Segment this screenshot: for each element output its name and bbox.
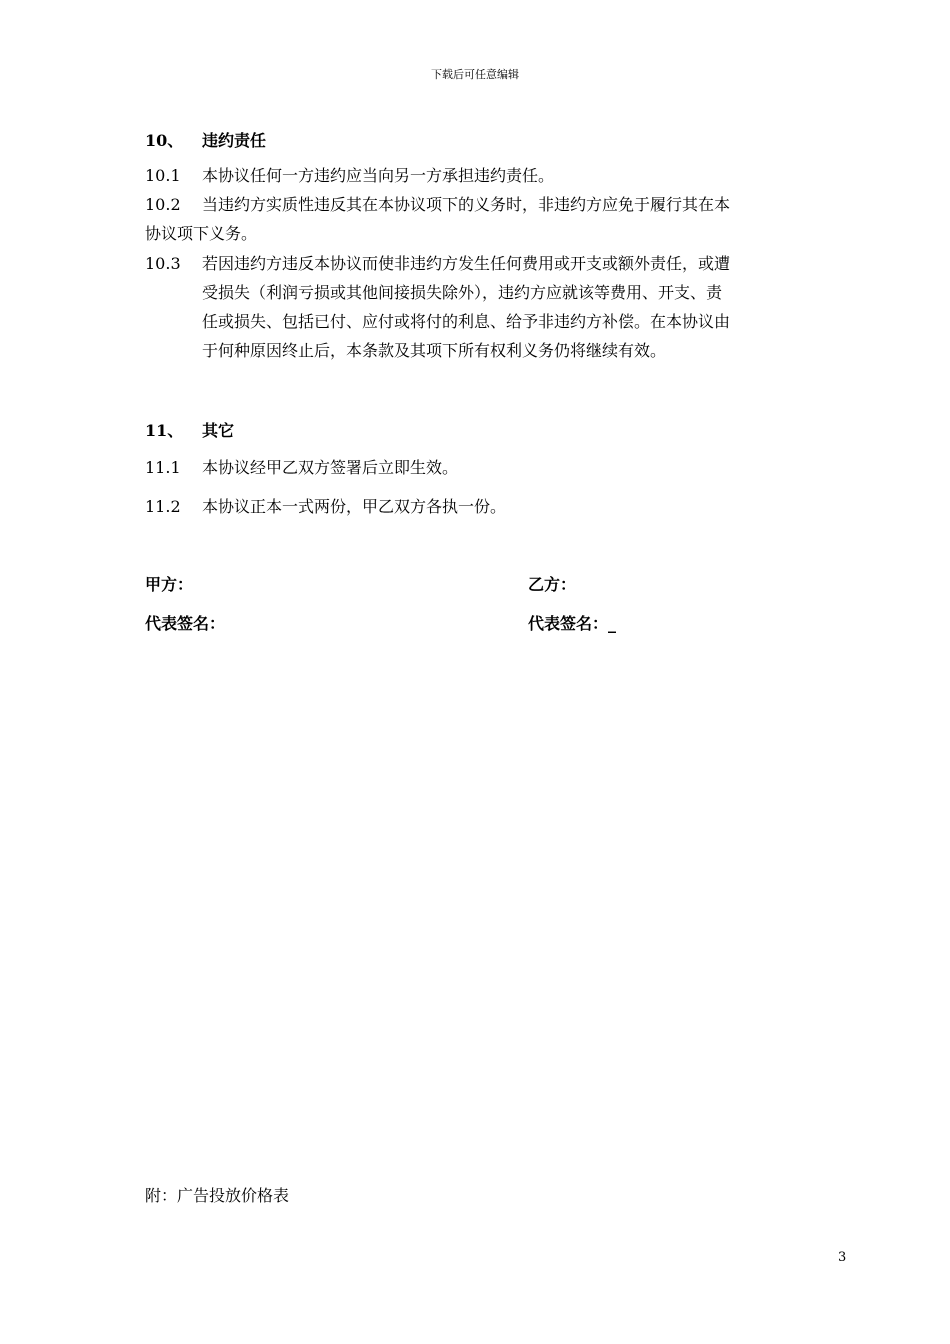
- clause-text-line: 受损失（利润亏损或其他间接损失除外），违约方应就该等费用、开支、责: [202, 283, 723, 302]
- clause-text-line: 于何种原因终止后，本条款及其项下所有权利义务仍将继续有效。: [202, 341, 667, 360]
- section-title-text: 其它: [202, 421, 235, 440]
- clause-text: 本协议经甲乙双方签署后立即生效。: [202, 458, 459, 477]
- clause-number: 10.1: [145, 166, 181, 185]
- party-b-rep-label: 代表签名：_: [528, 614, 617, 633]
- clause-10-3: [145, 249, 860, 365]
- clause-11-1: [145, 453, 860, 482]
- clause-text-line: 任或损失、包括已付、应付或将付的利息、给予非违约方补偿。在本协议由: [202, 312, 731, 331]
- party-a-label: 甲方：: [145, 575, 194, 594]
- clause-number: 10.2: [145, 195, 181, 214]
- clause-10-2: [145, 190, 860, 248]
- party-a-rep-label: 代表签名：: [145, 614, 226, 633]
- party-b-label: 乙方：: [528, 575, 577, 594]
- clause-text-line: 协议项下义务。: [145, 224, 258, 243]
- clause-text-line: 当违约方实质性违反其在本协议项下的义务时，非违约方应免于履行其在本: [202, 195, 731, 214]
- clause-number: 11.2: [145, 497, 181, 516]
- clause-11-2: [145, 492, 860, 521]
- clause-text: 本协议任何一方违约应当向另一方承担违约责任。: [202, 166, 555, 185]
- clause-text-line: 若因违约方违反本协议而使非违约方发生任何费用或开支或额外责任，或遭: [202, 254, 731, 273]
- clause-number: 10.3: [145, 254, 181, 273]
- section-10-title: [145, 128, 266, 151]
- section-number: 11、: [145, 421, 184, 440]
- page-number: 3: [838, 1250, 847, 1265]
- page-header: 下载后可任意编辑: [431, 68, 519, 81]
- clause-10-1: [145, 161, 860, 190]
- attachment-note: 附：广告投放价格表: [145, 1186, 290, 1205]
- clause-number: 11.1: [145, 458, 181, 477]
- section-title-text: 违约责任: [202, 131, 267, 150]
- section-number: 10、: [145, 131, 184, 150]
- section-11-title: [145, 418, 234, 441]
- clause-text: 本协议正本一式两份，甲乙双方各执一份。: [202, 497, 507, 516]
